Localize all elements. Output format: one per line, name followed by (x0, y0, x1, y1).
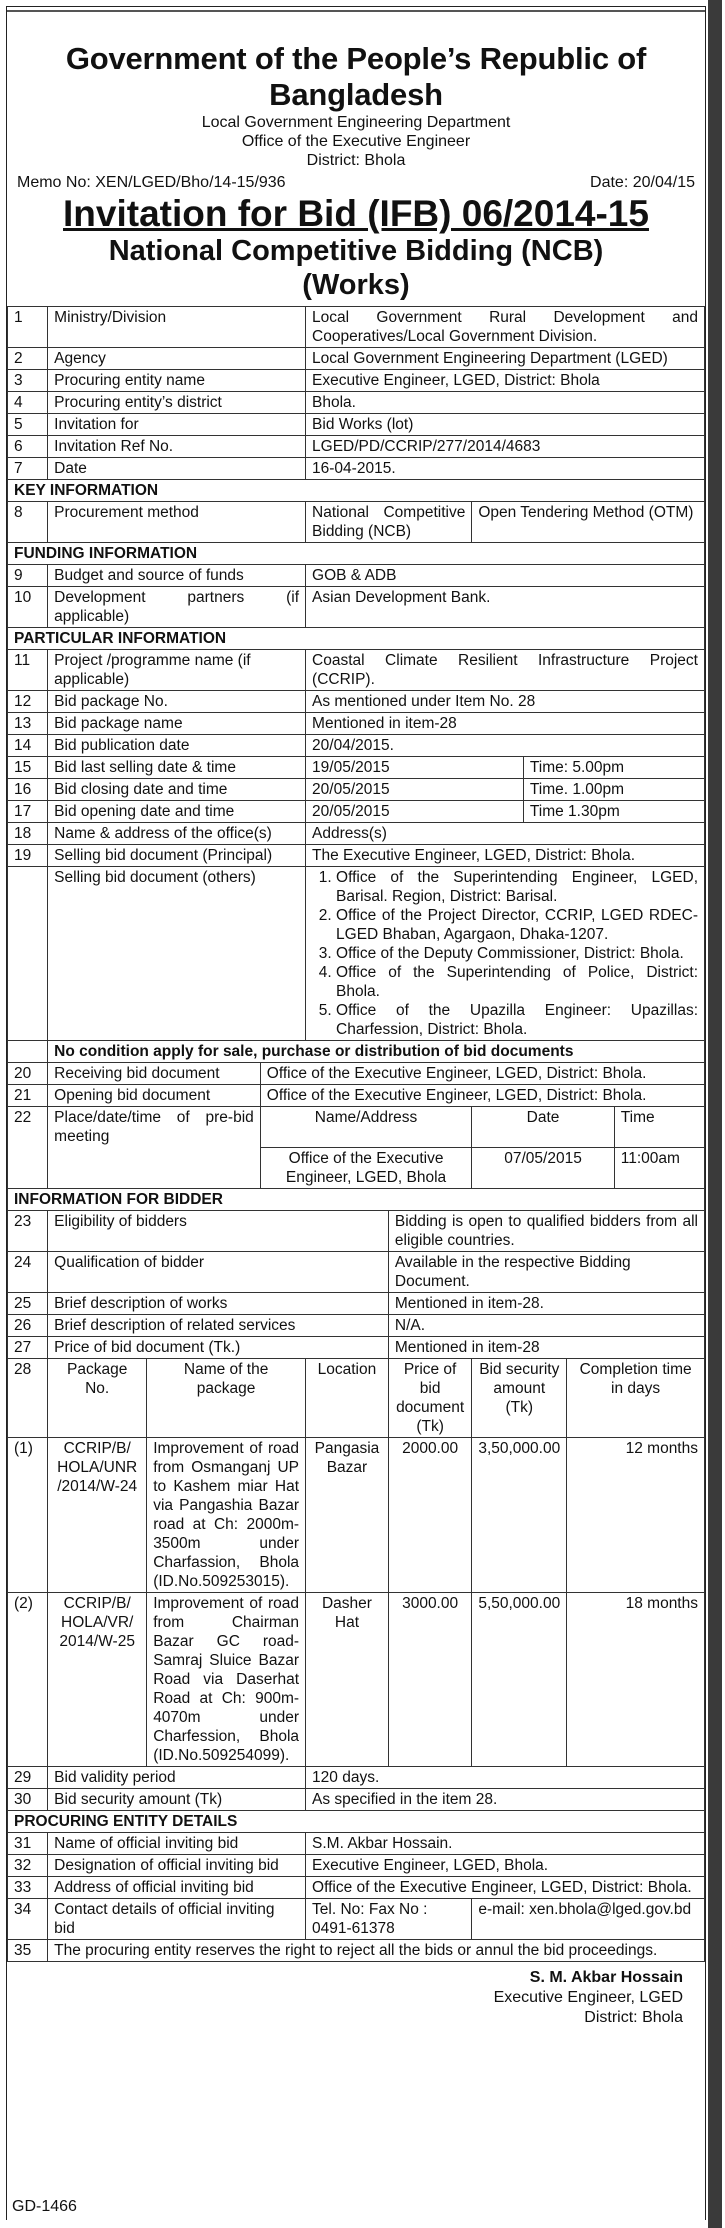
office-name: Office of the Executive Engineer (241, 133, 471, 150)
signatory-district: District: Bhola (584, 2008, 683, 2026)
table-row: Selling bid document (others) 1. Office of the Superintending Engineer, LGED, Barisal. Region, District: Barisal. 2. Office of the Project Director, CCRIP, LGED RDEC-LGED Bhaban, Agargaon, Dhaka-1207. 3. Office of the Deputy Commissioner, District: Bhola. 4. Office of the Superintending of Police, District: Bhola. 5. Office of the Upazilla Engineer: Upazillas: Charfession, District: Bhola. (8, 867, 705, 1041)
section-heading: KEY INFORMATION (8, 480, 705, 502)
information-table (7, 306, 705, 1962)
table-row: 8 Procurement method National Competitive Bidding (NCB) Open Tendering Method (OTM) (8, 502, 705, 543)
table-row: 6 Invitation Ref No. LGED/PD/CCRIP/277/2014/4683 (8, 436, 705, 458)
section-heading: FUNDING INFORMATION (8, 543, 705, 565)
table-row: 1 Ministry/Division Local Government Rural Development and Cooperatives/Local Government Division. (8, 307, 705, 348)
table-row: 21 Opening bid document Office of the Executive Engineer, LGED, District: Bhola. (8, 1085, 705, 1107)
list-item: 1. Office of the Superintending Engineer, LGED, Barisal. Region, District: Barisal. (336, 868, 698, 906)
table-row: 2 Agency Local Government Engineering Department (LGED) (8, 348, 705, 370)
table-row: 14 Bid publication date 20/04/2015. (8, 735, 705, 757)
tender-notice (6, 6, 706, 2220)
ncb-title: National Competitive Bidding (NCB) (108, 235, 604, 267)
package-row: (1) CCRIP/B/ HOLA/UNR /2014/W-24 Improvement of road from Osmanganj UP to Kashem miar Hat via Pangashia Bazar road at Ch: 2000m-3500m under Charfassion, Bhola (ID.No.509253015). Pangasia Bazar 2000.00 3,50,000.00 12 months (8, 1437, 705, 1592)
table-row: 30 Bid security amount (Tk) As specified in the item 28. (8, 1788, 705, 1810)
district-name: District: Bhola (306, 152, 406, 169)
ifb-title: Invitation for Bid (IFB) 06/2014-15 (63, 193, 649, 234)
table-row: 27 Price of bid document (Tk.) Mentioned in item-28 (8, 1336, 705, 1358)
package-row: (2) CCRIP/B/ HOLA/VR/ 2014/W-25 Improvement of road from Chairman Bazar GC road-Samraj Sluice Bazar Road via Daserhat Road at Ch: 900m-4070m under Charfession, Bhola (ID.No.509254099). Dasher Hat 3000.00 5,50,000.00 18 months (8, 1592, 705, 1766)
memo-line (7, 174, 705, 192)
memo-date: Date: 20/04/15 (590, 174, 695, 191)
government-title: Government of the People’s Republic of Bangladesh (65, 41, 647, 112)
table-row: 5 Invitation for Bid Works (lot) (8, 414, 705, 436)
table-row: 19 Selling bid document (Principal) The Executive Engineer, LGED, District: Bhola. (8, 845, 705, 867)
list-item: 2. Office of the Project Director, CCRIP, LGED RDEC-LGED Bhaban, Agargaon, Dhaka-1207. (336, 906, 698, 944)
list-item: 4. Office of the Superintending of Police, District: Bhola. (336, 963, 698, 1001)
table-row: 34 Contact details of official inviting bid Tel. No: Fax No : 0491-61378 e-mail: xen.bhola@lged.gov.bd (8, 1898, 705, 1939)
signature-block (7, 1968, 705, 2028)
package-header-row: 28 Package No. Name of the package Location Price of bid document (Tk) Bid security amount (Tk) Completion time in days (8, 1358, 705, 1437)
table-row: 13 Bid package name Mentioned in item-28 (8, 713, 705, 735)
list-item: 5. Office of the Upazilla Engineer: Upazillas: Charfession, District: Bhola. (336, 1001, 698, 1039)
table-row: 26 Brief description of related services N/A. (8, 1314, 705, 1336)
table-row: 3 Procuring entity name Executive Engineer, LGED, District: Bhola (8, 370, 705, 392)
table-row: 24 Qualification of bidder Available in the respective Bidding Document. (8, 1251, 705, 1292)
table-row: 15 Bid last selling date & time 19/05/2015 Time: 5.00pm (8, 757, 705, 779)
list-item: 3. Office of the Deputy Commissioner, District: Bhola. (336, 944, 698, 963)
table-row: 4 Procuring entity’s district Bhola. (8, 392, 705, 414)
table-row: 11 Project /programme name (if applicable) Coastal Climate Resilient Infrastructure Project (CCRIP). (8, 650, 705, 691)
table-row: 16 Bid closing date and time 20/05/2015 Time. 1.00pm (8, 779, 705, 801)
notice-row: No condition apply for sale, purchase or distribution of bid documents (8, 1041, 705, 1063)
table-row: 18 Name & address of the office(s) Address(s) (8, 823, 705, 845)
table-row: 29 Bid validity period 120 days. (8, 1766, 705, 1788)
memo-number: Memo No: XEN/LGED/Bho/14-15/936 (17, 174, 286, 191)
table-row: 22 Place/date/time of pre-bid meeting Name/Address Date Time (8, 1107, 705, 1148)
works-title: (Works) (302, 269, 410, 301)
scan-edge (708, 0, 722, 2228)
section-heading: PROCURING ENTITY DETAILS (8, 1810, 705, 1832)
signatory-designation: Executive Engineer, LGED (493, 1988, 683, 2006)
section-heading: PARTICULAR INFORMATION (8, 628, 705, 650)
table-row: 9 Budget and source of funds GOB & ADB (8, 565, 705, 587)
table-row: 20 Receiving bid document Office of the Executive Engineer, LGED, District: Bhola. (8, 1063, 705, 1085)
table-row: Office of the Executive Engineer, LGED, Bhola 07/05/2015 11:00am (8, 1147, 705, 1188)
table-row: 32 Designation of official inviting bid Executive Engineer, LGED, Bhola. (8, 1854, 705, 1876)
table-row: 17 Bid opening date and time 20/05/2015 Time 1.30pm (8, 801, 705, 823)
table-row: 31 Name of official inviting bid S.M. Akbar Hossain. (8, 1832, 705, 1854)
table-row: 12 Bid package No. As mentioned under Item No. 28 (8, 691, 705, 713)
table-row: 23 Eligibility of bidders Bidding is open to qualified bidders from all eligible countries. (8, 1210, 705, 1251)
table-row: 33 Address of official inviting bid Office of the Executive Engineer, LGED, District: Bhola. (8, 1876, 705, 1898)
table-row: 35 The procuring entity reserves the right to reject all the bids or annul the bid proceedings. (8, 1939, 705, 1961)
gd-code: GD-1466 (12, 2198, 77, 2215)
others-list (312, 868, 698, 1039)
table-row: 10 Development partners (if applicable) Asian Development Bank. (8, 587, 705, 628)
signatory-name: S. M. Akbar Hossain (529, 1968, 683, 1986)
table-row: 7 Date 16-04-2015. (8, 458, 705, 480)
others-list-cell (306, 867, 705, 1041)
table-row: 25 Brief description of works Mentioned in item-28. (8, 1292, 705, 1314)
department-name: Local Government Engineering Department (201, 114, 511, 131)
notice-header (7, 41, 705, 170)
section-heading: INFORMATION FOR BIDDER (8, 1188, 705, 1210)
